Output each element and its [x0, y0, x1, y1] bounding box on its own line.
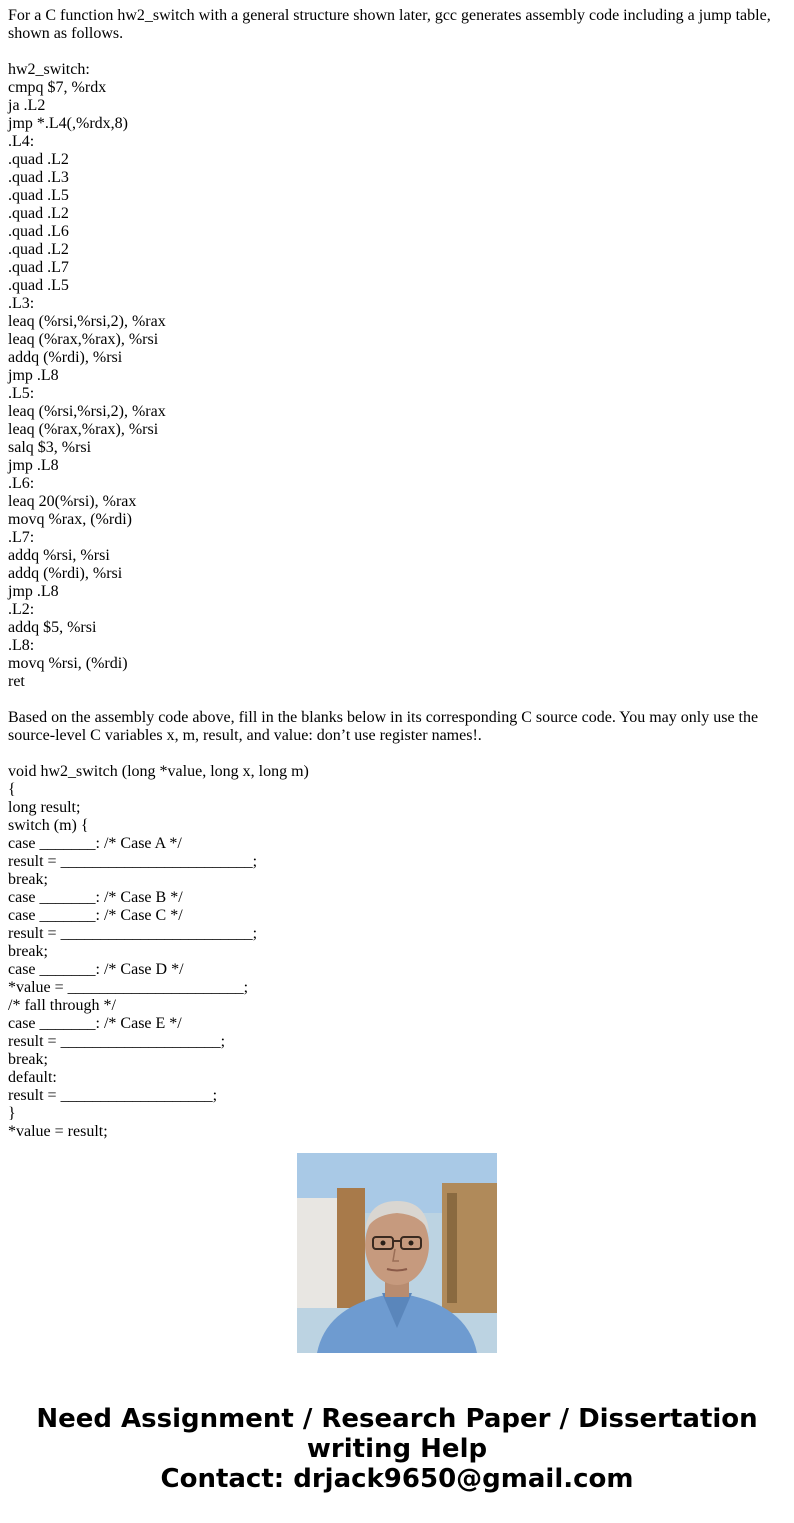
person-portrait-icon	[297, 1153, 497, 1353]
c-source-code-block	[8, 763, 786, 1141]
assembly-line: .L2:	[8, 601, 35, 618]
c-source-line: case _______: /* Case E */	[8, 1015, 182, 1032]
assembly-line: .quad .L2	[8, 151, 69, 168]
c-source-line: break;	[8, 871, 48, 888]
c-source-line: switch (m) {	[8, 817, 89, 834]
assembly-line: .L3:	[8, 295, 35, 312]
assembly-line: addq $5, %rsi	[8, 619, 97, 636]
assembly-line: .quad .L7	[8, 259, 69, 276]
assembly-line: .quad .L2	[8, 241, 69, 258]
c-source-line: result = ___________________;	[8, 1087, 218, 1104]
promo-contact-line: Contact: drjack9650@gmail.com	[160, 1464, 634, 1494]
assembly-line: addq %rsi, %rsi	[8, 547, 110, 564]
c-source-line: case _______: /* Case D */	[8, 961, 184, 978]
c-source-line: default:	[8, 1069, 57, 1086]
question-document	[8, 7, 786, 1140]
promo-line-2: writing Help	[306, 1434, 488, 1464]
assembly-line: .L7:	[8, 529, 35, 546]
assembly-line: leaq (%rax,%rax), %rsi	[8, 331, 159, 348]
c-source-line: *value = result;	[8, 1123, 108, 1140]
assembly-line: .L4:	[8, 133, 35, 150]
promo-line-1: Need Assignment / Research Paper / Dissertation	[36, 1404, 758, 1434]
c-source-line: }	[8, 1105, 16, 1122]
assembly-line: .L5:	[8, 385, 35, 402]
assembly-line: salq $3, %rsi	[8, 439, 92, 456]
assembly-line: leaq (%rsi,%rsi,2), %rax	[8, 403, 166, 420]
assembly-line: jmp .L8	[8, 457, 59, 474]
assembly-line: ret	[8, 673, 25, 690]
c-source-line: result = ________________________;	[8, 925, 258, 942]
c-source-line: *value = ______________________;	[8, 979, 249, 996]
assembly-line: .quad .L5	[8, 277, 69, 294]
c-source-line: /* fall through */	[8, 997, 116, 1014]
c-source-line: case _______: /* Case B */	[8, 889, 183, 906]
assembly-line: movq %rsi, (%rdi)	[8, 655, 128, 672]
assembly-line: addq (%rdi), %rsi	[8, 349, 123, 366]
c-source-line: result = ________________________;	[8, 853, 258, 870]
assembly-line: jmp *.L4(,%rdx,8)	[8, 115, 128, 132]
assembly-line: .L8:	[8, 637, 35, 654]
assembly-line: jmp .L8	[8, 367, 59, 384]
assembly-line: movq %rax, (%rdi)	[8, 511, 132, 528]
assembly-line: leaq 20(%rsi), %rax	[8, 493, 137, 510]
intro-paragraph: For a C function hw2_switch with a general structure shown later, gcc generates assembly code including a jump table, shown as follows.	[8, 7, 771, 42]
author-photo	[297, 1153, 497, 1353]
assembly-line: ja .L2	[8, 97, 46, 114]
assembly-line: leaq (%rax,%rax), %rsi	[8, 421, 159, 438]
instructions-paragraph: Based on the assembly code above, fill in the blanks below in its corresponding C source code. You may only use the source-level C variables x, m, result, and value: don’t use register names!.	[8, 709, 759, 744]
assembly-code-block	[8, 61, 786, 691]
assembly-line: leaq (%rsi,%rsi,2), %rax	[8, 313, 166, 330]
assembly-line: .quad .L3	[8, 169, 69, 186]
promo-banner	[0, 1404, 794, 1494]
c-source-line: case _______: /* Case C */	[8, 907, 183, 924]
assembly-line: .quad .L2	[8, 205, 69, 222]
c-source-line: break;	[8, 1051, 48, 1068]
assembly-line: addq (%rdi), %rsi	[8, 565, 123, 582]
assembly-line: .L6:	[8, 475, 35, 492]
assembly-line: .quad .L6	[8, 223, 69, 240]
c-source-line: result = ____________________;	[8, 1033, 226, 1050]
c-source-line: break;	[8, 943, 48, 960]
c-source-line: case _______: /* Case A */	[8, 835, 182, 852]
c-source-line: void hw2_switch (long *value, long x, long m)	[8, 763, 309, 780]
c-source-line: long result;	[8, 799, 81, 816]
assembly-line: jmp .L8	[8, 583, 59, 600]
assembly-line: cmpq $7, %rdx	[8, 79, 107, 96]
assembly-line: .quad .L5	[8, 187, 69, 204]
assembly-line: hw2_switch:	[8, 61, 90, 78]
c-source-line: {	[8, 781, 16, 798]
